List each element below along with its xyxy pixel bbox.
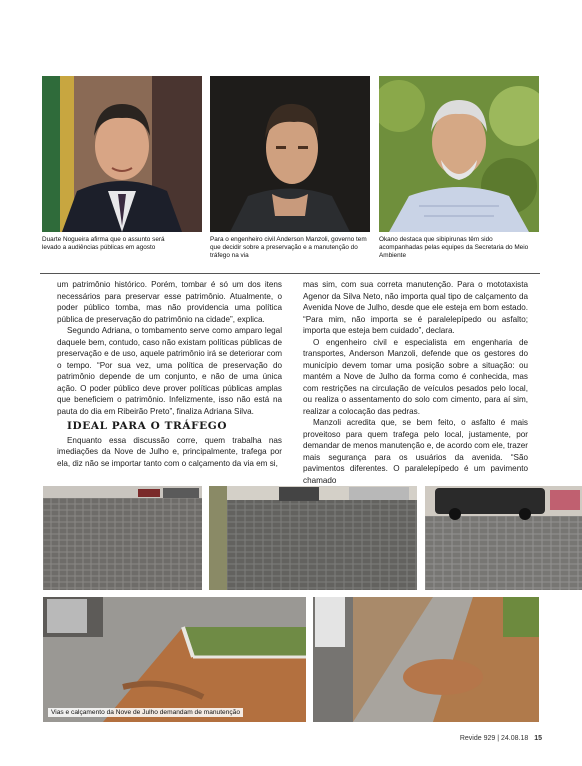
article-left-column	[57, 279, 282, 469]
issue-date: 24.08.18	[501, 735, 529, 742]
article-right-column	[303, 279, 528, 486]
left-paragraph-3: Enquanto essa discussão corre, quem trabalha nas imediações da Nove de Julho e, principalmente, trafega por ela, diz não se importar tanto com o calçamento da via em si,	[57, 435, 282, 468]
right-paragraph-2: O engenheiro civil e especialista em engenharia de transportes, Anderson Manzoli, defende que os gestores do município devem tomar uma posição sobre a situação: ou mantém a Nove de Julho da forma como é conhecida, mas com restrições na circulação de veículos pesados pelo local, ou realiza o assentamento do solo com cimento, para aí sim, realizar a colocação das pedras.	[303, 337, 528, 416]
caption-anderson-manzoli: Para o engenheiro civil Anderson Manzoli, governo tem que decidir sobre a preservação e a manutenção do tráfego na via	[210, 236, 367, 259]
right-paragraph-1: mas sim, com sua correta manutenção. Para o mototaxista Agenor da Silva Neto, não importa qual tipo de calçamento da Avenida Nove de Julho, desde que ele esteja em bom estado. “Para mim, não importa se é paralelepípedo ou asfalto; importa que esteja bem cuidado”, declara.	[303, 280, 528, 335]
section-divider	[40, 273, 540, 274]
street-photos-caption: Vias e calçamento da Nove de Julho demandam de manutenção	[48, 708, 243, 717]
footer-separator: |	[497, 735, 500, 742]
page-number: 15	[534, 735, 542, 742]
caption-okano: Okano destaca que sibipirunas têm sido acompanhadas pelas equipes da Secretaria do Meio Ambiente	[379, 236, 529, 259]
photo-median-sidewalk	[43, 597, 306, 722]
photo-cobblestone-street-3	[425, 486, 582, 590]
caption-duarte-nogueira: Duarte Nogueira afirma que o assunto será levado a audiências públicas em agosto	[42, 236, 165, 251]
left-paragraph-2: Segundo Adriana, o tombamento serve como amparo legal daquele bem, contudo, caso não existam políticas públicas de preservação e de uso, aquele patrimônio irá se deteriorar com o tempo. “Por sua vez, uma política de preservação do patrimônio depende de um conjunto, e não de uma única ação. O poder público deve prover políticas públicas amplas que beneficiem o patrimônio. Infelizmente, isso não está na pauta do dia em Ribeirão Preto”, finaliza Adriana Silva.	[57, 326, 282, 416]
photo-cobblestone-street-1	[43, 486, 202, 590]
photo-damaged-sidewalk	[313, 597, 539, 722]
portrait-okano	[379, 76, 539, 232]
photo-cobblestone-street-2	[209, 486, 417, 590]
portrait-anderson-manzoli	[210, 76, 370, 232]
magazine-name: Revide 929	[459, 735, 496, 742]
left-paragraph-1: um patrimônio histórico. Porém, tombar é só um dos itens necessários para preservar esse patrimônio. Atualmente, o poder público tomba, mas não providencia uma política pública de preservação do patrimônio na cidade”, explica.	[57, 280, 282, 324]
page-footer	[460, 735, 542, 742]
right-paragraph-3: Manzoli acredita que, se bem feito, o asfalto é mais proveitoso para quem trafega pelo local, justamente, por demandar de menos manutenção e, de acordo com ele, trazer mais segurança para os usuários da avenida. “São pavimentos diferentes. O paralelepípedo é um pavimento chamado	[303, 418, 528, 485]
portrait-duarte-nogueira	[42, 76, 202, 232]
section-heading: IDEAL PARA O TRÁFEGO	[67, 420, 228, 432]
